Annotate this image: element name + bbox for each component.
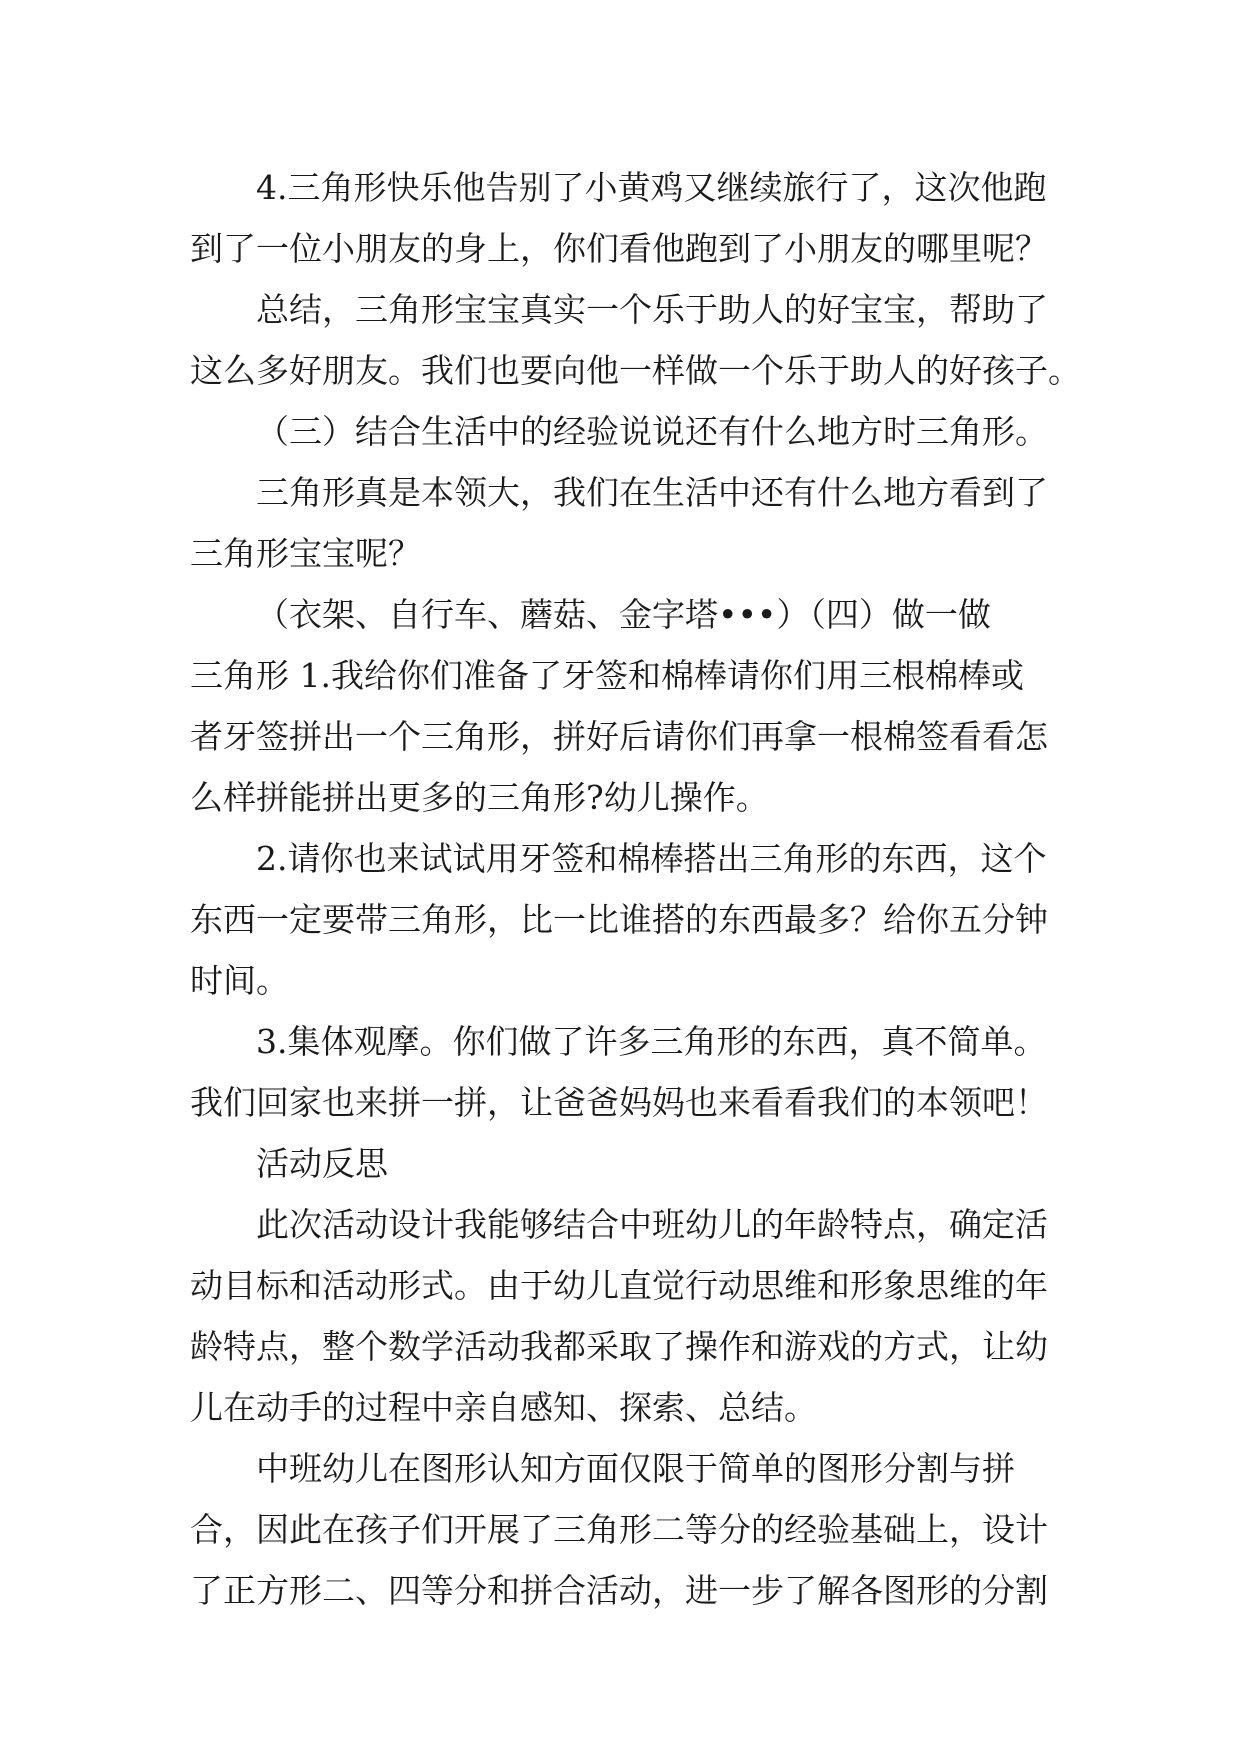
text-line: 时间。 [190, 961, 289, 1000]
text-line: （衣架、自行车、蘑菇、金字塔•••）（四）做一做 [256, 595, 991, 634]
text-line: 三角形真是本领大，我们在生活中还有什么地方看到了 [256, 473, 1048, 512]
text-line: 我们回家也来拼一拼，让爸爸妈妈也来看看我们的本领吧！ [190, 1083, 1048, 1122]
text-line: 4.三角形快乐他告别了小黄鸡又继续旅行了，这次他跑 [256, 168, 1047, 207]
text-line: 合，因此在孩子们开展了三角形二等分的经验基础上，设计 [190, 1510, 1048, 1549]
text-line: 2.请你也来试试用牙签和棉棒搭出三角形的东西，这个 [256, 839, 1047, 878]
text-line: 动目标和活动形式。由于幼儿直觉行动思维和形象思维的年 [190, 1266, 1048, 1305]
text-line: 东西一定要带三角形，比一比谁搭的东西最多？给你五分钟 [190, 900, 1048, 939]
text-line: 了正方形二、四等分和拼合活动，进一步了解各图形的分割 [190, 1571, 1048, 1610]
text-line: 这么多好朋友。我们也要向他一样做一个乐于助人的好孩子。 [190, 351, 1081, 390]
text-line: 总结，三角形宝宝真实一个乐于助人的好宝宝，帮助了 [256, 290, 1048, 329]
text-line: 3.集体观摩。你们做了许多三角形的东西，真不简单。 [256, 1022, 1047, 1061]
text-line: 么样拼能拼出更多的三角形?幼儿操作。 [190, 778, 769, 817]
text-line: 到了一位小朋友的身上，你们看他跑到了小朋友的哪里呢？ [190, 229, 1048, 268]
text-line: 儿在动手的过程中亲自感知、探索、总结。 [190, 1388, 817, 1427]
text-line: 龄特点，整个数学活动我都采取了操作和游戏的方式，让幼 [190, 1327, 1048, 1366]
text-line: 三角形宝宝呢？ [190, 534, 421, 573]
text-line: 中班幼儿在图形认知方面仅限于简单的图形分割与拼 [256, 1449, 1015, 1488]
text-line: 三角形 1.我给你们准备了牙签和棉棒请你们用三根棉棒或 [190, 656, 1024, 695]
text-line: 者牙签拼出一个三角形，拼好后请你们再拿一根棉签看看怎 [190, 717, 1048, 756]
section-heading: 活动反思 [256, 1144, 388, 1183]
section-heading: （三）结合生活中的经验说说还有什么地方时三角形。 [256, 412, 1048, 451]
text-line: 此次活动设计我能够结合中班幼儿的年龄特点，确定活 [256, 1205, 1048, 1244]
